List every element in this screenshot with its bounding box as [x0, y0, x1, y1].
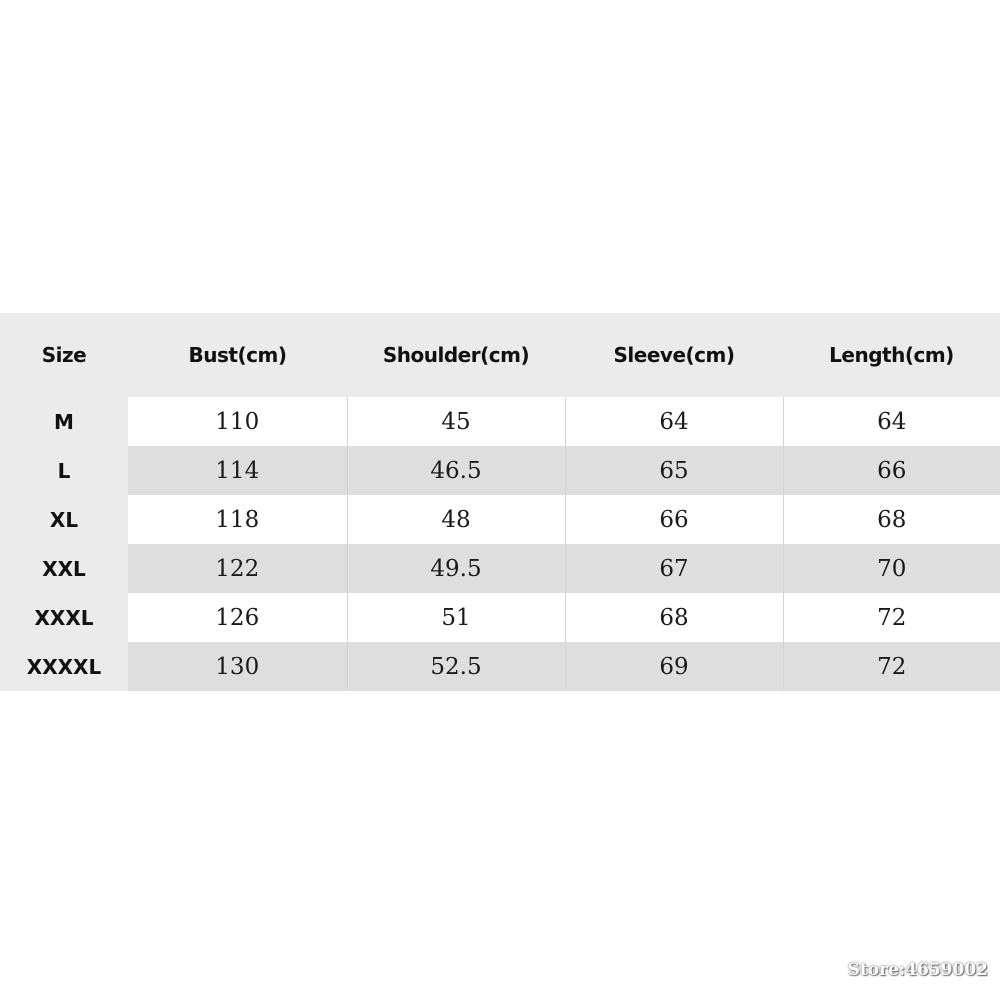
shoulder-value: 49.5: [347, 544, 565, 593]
shoulder-value: 46.5: [347, 446, 565, 495]
size-chart-table: [0, 313, 1000, 691]
sleeve-value: 66: [565, 495, 783, 544]
header-size: Size: [0, 313, 128, 397]
size-label: XXXXL: [0, 642, 128, 691]
length-value: 72: [783, 642, 1000, 691]
bust-value: 126: [128, 593, 347, 642]
length-value: 70: [783, 544, 1000, 593]
shoulder-value: 51: [347, 593, 565, 642]
bust-value: 122: [128, 544, 347, 593]
sleeve-value: 65: [565, 446, 783, 495]
shoulder-value: 48: [347, 495, 565, 544]
table-row: [0, 495, 1000, 544]
header-sleeve: Sleeve(cm): [565, 313, 783, 397]
header-length: Length(cm): [783, 313, 1000, 397]
size-label: L: [0, 446, 128, 495]
bust-value: 118: [128, 495, 347, 544]
size-label: M: [0, 397, 128, 446]
header-bust: Bust(cm): [128, 313, 347, 397]
bust-value: 114: [128, 446, 347, 495]
table-row: [0, 642, 1000, 691]
length-value: 64: [783, 397, 1000, 446]
bust-value: 110: [128, 397, 347, 446]
header-shoulder: Shoulder(cm): [347, 313, 565, 397]
sleeve-value: 67: [565, 544, 783, 593]
length-value: 68: [783, 495, 1000, 544]
table-row: [0, 446, 1000, 495]
store-watermark: Store:4659002: [847, 960, 988, 980]
size-label: XL: [0, 495, 128, 544]
header-row: [0, 313, 1000, 397]
size-label: XXL: [0, 544, 128, 593]
size-label: XXXL: [0, 593, 128, 642]
bust-value: 130: [128, 642, 347, 691]
length-value: 66: [783, 446, 1000, 495]
length-value: 72: [783, 593, 1000, 642]
table-row: [0, 544, 1000, 593]
sleeve-value: 69: [565, 642, 783, 691]
sleeve-value: 68: [565, 593, 783, 642]
shoulder-value: 52.5: [347, 642, 565, 691]
shoulder-value: 45: [347, 397, 565, 446]
table-row: [0, 397, 1000, 446]
table-row: [0, 593, 1000, 642]
sleeve-value: 64: [565, 397, 783, 446]
